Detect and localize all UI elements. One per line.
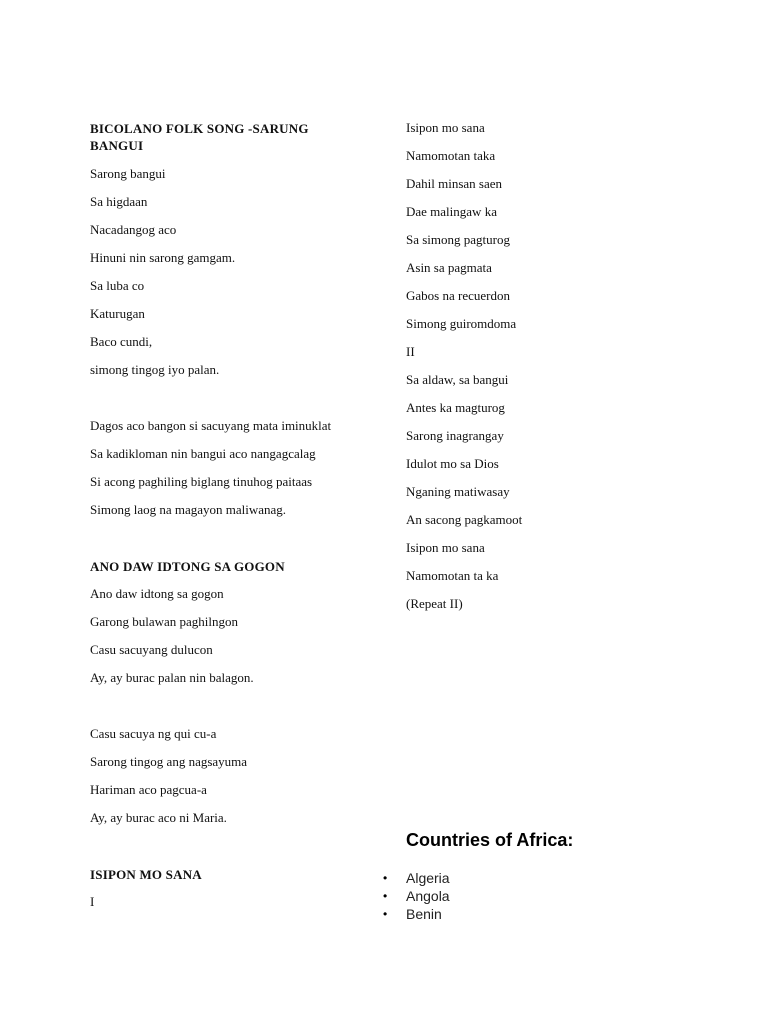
lyric-line: Hariman aco pagcua-a <box>90 782 207 797</box>
lyric-line: Garong bulawan paghilngon <box>90 614 239 629</box>
lyric-line: Dahil minsan saen <box>406 176 503 191</box>
lyric-line: Nacadangog aco <box>90 222 177 237</box>
song-title-sarung-bangui: BICOLANO FOLK SONG -SARUNG BANGUI <box>90 121 309 153</box>
lyric-line: Idulot mo sa Dios <box>406 456 499 471</box>
lyric-line: Sa simong pagturog <box>406 232 510 247</box>
lyric-line: Nganing matiwasay <box>406 484 510 499</box>
lyric-line: Namomotan ta ka <box>406 568 499 583</box>
lyric-line: Casu sacuyang dulucon <box>90 642 213 657</box>
verse-marker: I <box>90 894 95 909</box>
repeat-note: (Repeat II) <box>406 596 463 611</box>
lyric-line: Sarong inagrangay <box>406 428 504 443</box>
lyric-line: Baco cundi, <box>90 334 153 349</box>
lyric-line: Casu sacuya ng qui cu-a <box>90 726 217 741</box>
song-title-isipon-mo-sana: ISIPON MO SANA <box>90 867 202 882</box>
lyric-line: Ay, ay burac palan nin balagon. <box>90 670 254 685</box>
lyric-line: Sa luba co <box>90 278 145 293</box>
stanza-break <box>90 698 360 726</box>
africa-country-list <box>406 869 450 923</box>
lyric-line: simong tingog iyo palan. <box>90 362 220 377</box>
song-title-ano-daw-idtong: ANO DAW IDTONG SA GOGON <box>90 559 285 574</box>
verse-marker: II <box>406 344 415 359</box>
stanza-break <box>90 390 360 418</box>
lyric-line: Dagos aco bangon si sacuyang mata iminuklat <box>90 418 332 433</box>
stanza-break <box>90 530 360 558</box>
lyric-line: Sa kadikloman nin bangui aco nangagcalag <box>90 446 316 461</box>
stanza-break <box>90 838 360 866</box>
lyric-line: Sa aldaw, sa bangui <box>406 372 509 387</box>
lyric-line: Hinuni nin sarong gamgam. <box>90 250 236 265</box>
lyric-line: Si acong paghiling biglang tinuhog paitaas <box>90 474 313 489</box>
lyric-line: Dae malingaw ka <box>406 204 497 219</box>
lyric-line: Namomotan taka <box>406 148 496 163</box>
lyric-line: Simong laog na magayon maliwanag. <box>90 502 287 517</box>
lyric-line: Ano daw idtong sa gogon <box>90 586 224 601</box>
lyric-line: Isipon mo sana <box>406 540 485 555</box>
lyric-line: Isipon mo sana <box>406 120 485 135</box>
lyric-line: An sacong pagkamoot <box>406 512 523 527</box>
lyric-line: Sa higdaan <box>90 194 148 209</box>
lyric-line: Simong guiromdoma <box>406 316 517 331</box>
lyric-line: Asin sa pagmata <box>406 260 492 275</box>
lyric-line: Gabos na recuerdon <box>406 288 510 303</box>
lyric-line: Katurugan <box>90 306 145 321</box>
list-item-country: • Algeria <box>406 869 450 887</box>
lyric-line: Sarong bangui <box>90 166 166 181</box>
lyric-line: Sarong tingog ang nagsayuma <box>90 754 248 769</box>
left-column <box>90 120 360 922</box>
africa-heading: Countries of Africa: <box>406 830 574 850</box>
list-item-country: • Benin <box>406 905 450 923</box>
lyric-line: Ay, ay burac aco ni Maria. <box>90 810 227 825</box>
right-column <box>406 120 706 624</box>
list-item-country: • Angola <box>406 887 450 905</box>
lyric-line: Antes ka magturog <box>406 400 505 415</box>
